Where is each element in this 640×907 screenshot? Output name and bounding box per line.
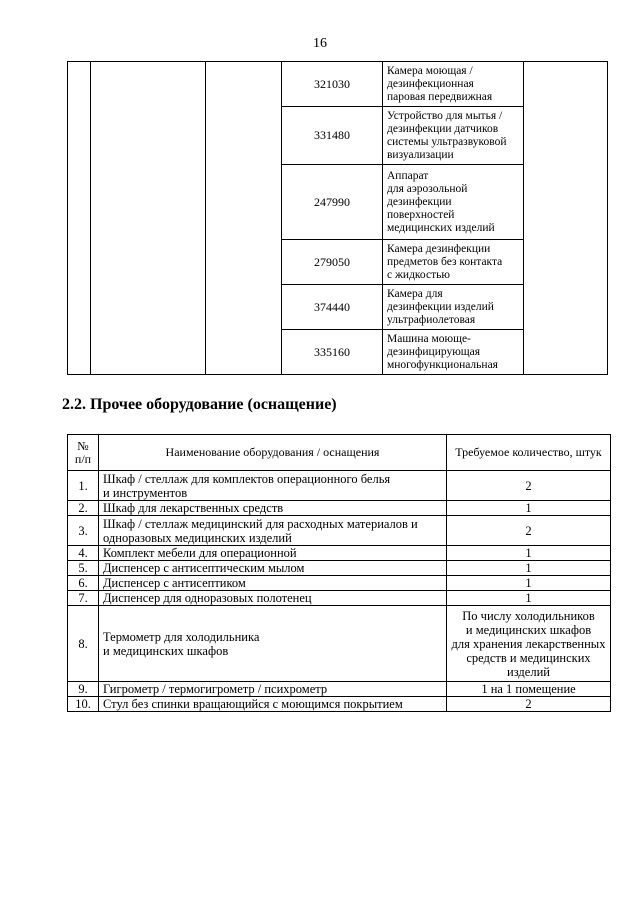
equipment-name <box>383 165 524 240</box>
equipment-name <box>383 62 524 107</box>
equipment-code: 331480 <box>282 107 383 165</box>
name-line: одноразовых медицинских изделий <box>103 530 292 545</box>
item-quantity: 1 <box>447 501 611 516</box>
name-line: с жидкостью <box>387 268 450 281</box>
row-number: 2. <box>68 501 99 516</box>
section-heading: 2.2. Прочее оборудование (оснащение) <box>62 396 337 413</box>
name-line: Термометр для холодильника <box>103 629 260 644</box>
item-name: Диспенсер с антисептическим мылом <box>99 561 447 576</box>
name-line: Камера дезинфекции <box>387 242 491 255</box>
name-line: Камера для <box>387 287 443 300</box>
table-row <box>68 576 611 591</box>
row-number: 7. <box>68 591 99 606</box>
header-line: № <box>77 438 89 453</box>
item-quantity <box>447 606 611 682</box>
equipment-name <box>383 240 524 285</box>
equipment-code: 335160 <box>282 330 383 375</box>
name-line: медицинских изделий <box>387 221 495 234</box>
name-line: для аэрозольной <box>387 182 468 195</box>
item-quantity: 1 <box>447 576 611 591</box>
table-row <box>68 516 611 546</box>
name-line: дезинфекции <box>387 195 452 208</box>
name-line: предметов без контакта <box>387 255 503 268</box>
table-row <box>68 591 611 606</box>
continuation-table-body <box>68 62 608 375</box>
item-name: Гигрометр / термогигрометр / психрометр <box>99 682 447 697</box>
name-line: и инструментов <box>103 485 188 500</box>
empty-cell <box>91 62 206 375</box>
equipment-code: 279050 <box>282 240 383 285</box>
equipment-code: 321030 <box>282 62 383 107</box>
row-number: 9. <box>68 682 99 697</box>
qty-line: изделий <box>507 664 550 679</box>
table-row <box>68 697 611 712</box>
row-number: 4. <box>68 546 99 561</box>
name-line: системы ультразвуковой <box>387 135 507 148</box>
table-row <box>68 682 611 697</box>
item-name: Комплект мебели для операционной <box>99 546 447 561</box>
item-quantity: 2 <box>447 697 611 712</box>
equipment-name <box>383 107 524 165</box>
qty-line: По числу холодильников <box>462 608 595 623</box>
name-line: дезинфекционная <box>387 77 474 90</box>
row-number: 5. <box>68 561 99 576</box>
table-row <box>68 501 611 516</box>
name-line: дезинфицирующая <box>387 345 481 358</box>
item-name: Диспенсер с антисептиком <box>99 576 447 591</box>
name-line: Шкаф / стеллаж для комплектов операционного белья <box>103 471 391 486</box>
qty-line: и медицинских шкафов <box>465 622 592 637</box>
item-quantity: 1 на 1 помещение <box>447 682 611 697</box>
name-line: дезинфекции изделий <box>387 300 494 313</box>
item-quantity: 2 <box>447 516 611 546</box>
item-name: Стул без спинки вращающийся с моющимся покрытием <box>99 697 447 712</box>
name-line: Устройство для мытья / <box>387 109 503 122</box>
item-name: Диспенсер для одноразовых полотенец <box>99 591 447 606</box>
item-quantity: 1 <box>447 561 611 576</box>
item-name <box>99 516 447 546</box>
header-line: п/п <box>74 451 92 466</box>
item-name <box>99 471 447 501</box>
item-quantity: 1 <box>447 546 611 561</box>
name-line: Камера моющая / <box>387 64 473 77</box>
equipment-code: 247990 <box>282 165 383 240</box>
name-line: визуализации <box>387 148 454 161</box>
item-name <box>99 606 447 682</box>
page-number: 16 <box>313 36 327 51</box>
name-line: и медицинских шкафов <box>103 643 229 658</box>
continuation-table <box>67 61 608 375</box>
table-row <box>68 561 611 576</box>
qty-line: для хранения лекарственных <box>451 636 606 651</box>
table-row <box>68 471 611 501</box>
equipment-name <box>383 330 524 375</box>
name-line: Аппарат <box>387 169 429 182</box>
equipment-name <box>383 285 524 330</box>
name-line: паровая передвижная <box>387 90 493 103</box>
table-header-row <box>68 435 611 471</box>
name-line: ультрафиолетовая <box>387 313 476 326</box>
col-header-quantity: Требуемое количество, штук <box>447 435 611 471</box>
empty-cell <box>206 62 282 375</box>
equipment-code: 374440 <box>282 285 383 330</box>
item-quantity: 2 <box>447 471 611 501</box>
col-header-name: Наименование оборудования / оснащения <box>99 435 447 471</box>
name-line: поверхностей <box>387 208 455 221</box>
qty-line: средств и медицинских <box>466 650 591 665</box>
table-row <box>68 606 611 682</box>
table-row <box>68 546 611 561</box>
row-number: 1. <box>68 471 99 501</box>
name-line: Шкаф / стеллаж медицинский для расходных материалов и <box>103 516 418 531</box>
row-number: 3. <box>68 516 99 546</box>
row-number: 10. <box>68 697 99 712</box>
row-number: 8. <box>68 606 99 682</box>
col-header-number <box>68 435 99 471</box>
empty-cell <box>524 62 608 375</box>
name-line: многофункциональная <box>387 358 498 371</box>
item-quantity: 1 <box>447 591 611 606</box>
name-line: дезинфекции датчиков <box>387 122 499 135</box>
row-number: 6. <box>68 576 99 591</box>
equipment-table <box>67 434 611 712</box>
name-line: Машина моюще- <box>387 332 471 345</box>
empty-cell <box>68 62 91 375</box>
item-name: Шкаф для лекарственных средств <box>99 501 447 516</box>
